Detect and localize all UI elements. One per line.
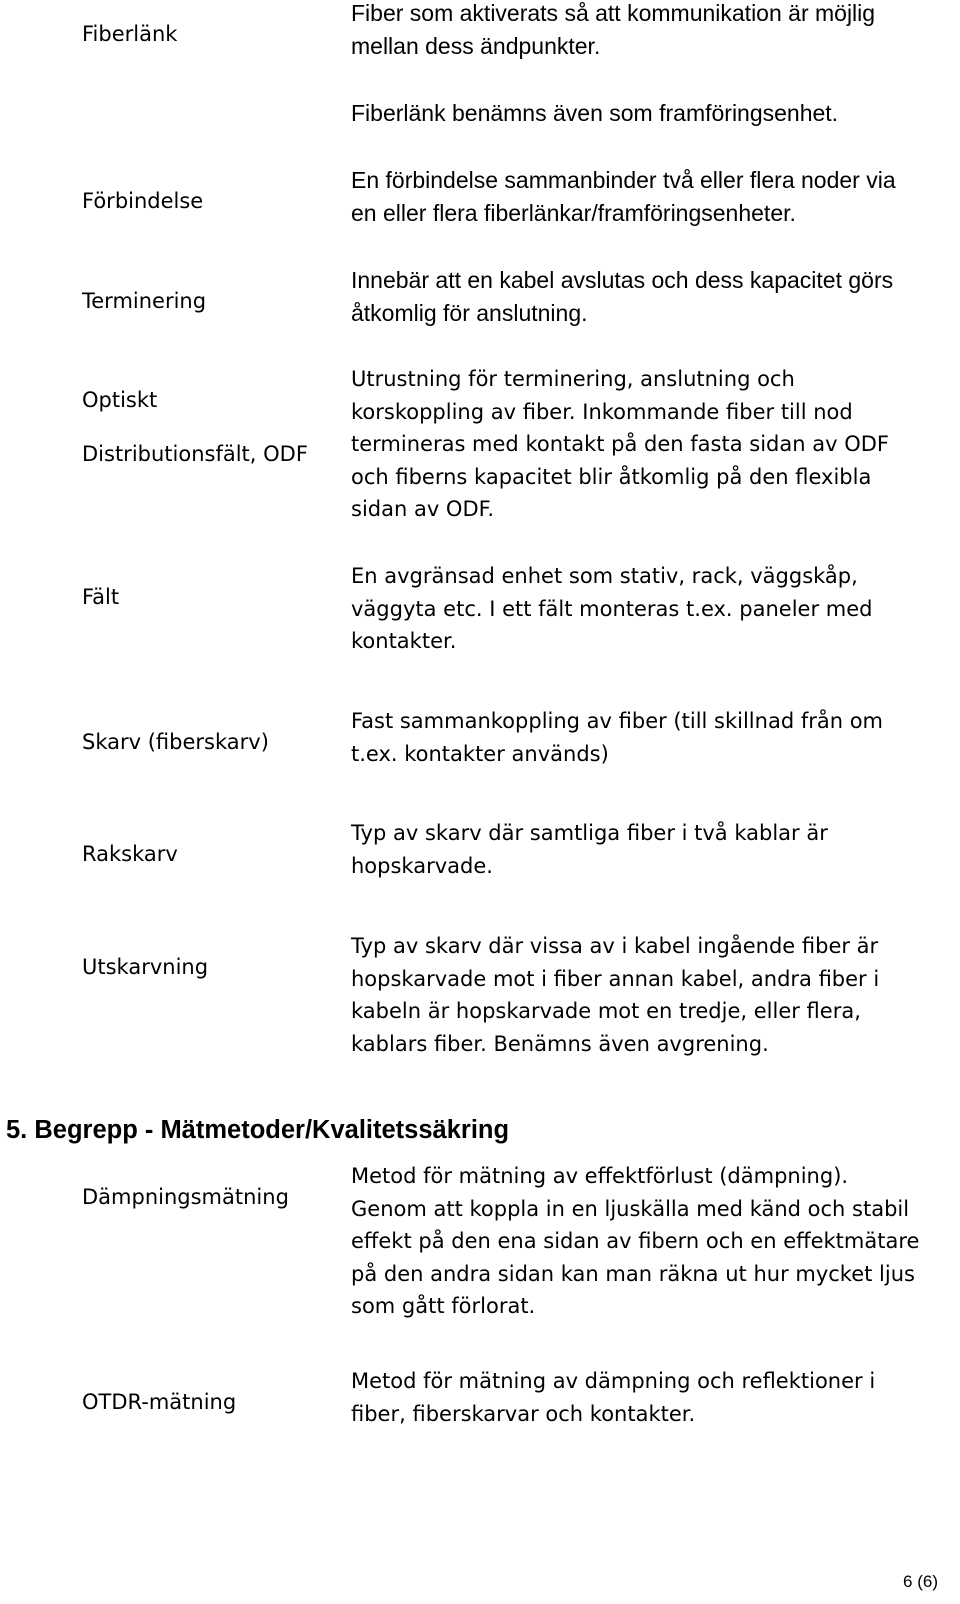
- definition-line: sidan av ODF.: [351, 497, 495, 521]
- definition-line: Typ av skarv där vissa av i kabel ingående fiber är: [351, 934, 879, 958]
- term-terminering: [82, 264, 332, 339]
- term-text: Distributionsfält, ODF: [82, 441, 308, 466]
- definition-falt: [351, 560, 941, 658]
- definition-line: Innebär att en kabel avslutas och dess kapacitet görs: [351, 267, 894, 293]
- definition-terminering: [351, 264, 941, 329]
- definition-line: hopskarvade mot i fiber annan kabel, andra fiber i: [351, 966, 880, 991]
- definition-line: Typ av skarv där samtliga fiber i två kablar är: [351, 821, 828, 845]
- definition-utskarvning: [351, 930, 941, 1060]
- definition-line: Utrustning för terminering, anslutning och: [351, 367, 795, 391]
- definition-line: kontakter.: [351, 629, 457, 653]
- term-dampningsmatning: [82, 1160, 332, 1235]
- definition-line: korskoppling av fiber. Inkommande fiber till nod: [351, 399, 853, 424]
- term-otdr-matning: [82, 1365, 332, 1440]
- term-utskarvning: [82, 930, 332, 1005]
- term-text: Fält: [82, 585, 120, 609]
- note-fiberlank: [351, 97, 941, 130]
- definition-fiberlank: [351, 0, 941, 62]
- term-skarv: [82, 705, 332, 780]
- definition-rakskarv: [351, 817, 941, 882]
- definition-line: effekt på den ena sidan av fibern och en effektmätare: [351, 1229, 920, 1253]
- definition-line: Metod för mätning av dämpning och reflektioner i: [351, 1369, 876, 1393]
- term-text: Skarv (fiberskarv): [82, 730, 269, 754]
- definition-line: en eller flera fiberlänkar/framföringsenheter.: [351, 199, 796, 226]
- definition-line: och fiberns kapacitet blir åtkomlig på den flexibla: [351, 464, 872, 489]
- definition-skarv: [351, 705, 941, 770]
- page-number: 6 (6): [903, 1572, 938, 1591]
- definition-line: kablars fiber. Benämns även avgrening.: [351, 1031, 769, 1056]
- definition-line: termineras med kontakt på den fasta sidan av ODF: [351, 432, 889, 456]
- term-text: Fiberlänk: [82, 22, 178, 46]
- term-fiberlank: [82, 0, 332, 72]
- definition-line: Metod för mätning av effektförlust (dämpning).: [351, 1164, 849, 1188]
- definition-line: mellan dess ändpunkter.: [351, 32, 601, 59]
- definition-line: fiber, fiberskarvar och kontakter.: [351, 1401, 696, 1426]
- definition-line: kabeln är hopskarvade mot en tredje, eller flera,: [351, 999, 861, 1023]
- definition-line: Genom att koppla in en ljuskälla med känd och stabil: [351, 1196, 910, 1221]
- definition-line: åtkomlig för anslutning.: [351, 299, 588, 326]
- term-text: Rakskarv: [82, 842, 178, 866]
- term-text: Utskarvning: [82, 955, 209, 979]
- term-text: OTDR-mätning: [82, 1390, 237, 1414]
- term-falt: [82, 560, 332, 635]
- term-odf: [82, 363, 332, 491]
- definition-line: Fiber som aktiverats så att kommunikation är möjlig: [351, 0, 876, 26]
- term-text: Förbindelse: [82, 189, 204, 213]
- definition-line: på den andra sidan kan man räkna ut hur mycket ljus: [351, 1261, 915, 1286]
- term-text: Terminering: [82, 289, 207, 313]
- definition-forbindelse: [351, 164, 941, 229]
- definition-line: t.ex. kontakter används): [351, 741, 609, 766]
- term-rakskarv: [82, 817, 332, 892]
- definition-odf: [351, 363, 941, 526]
- term-text: Dämpningsmätning: [82, 1185, 289, 1209]
- definition-line: Fast sammankoppling av fiber (till skillnad från om: [351, 709, 884, 733]
- definition-line: hopskarvade.: [351, 853, 493, 878]
- section-heading: 5. Begrepp - Mätmetoder/Kvalitetssäkring: [6, 1116, 510, 1144]
- definition-line: En avgränsad enhet som stativ, rack, väggskåp,: [351, 564, 858, 588]
- definition-line: En förbindelse sammanbinder två eller flera noder via: [351, 167, 896, 193]
- note-line: Fiberlänk benämns även som framföringsenhet.: [351, 100, 839, 126]
- definition-otdr-matning: [351, 1365, 941, 1430]
- definition-line: väggyta etc. I ett fält monteras t.ex. paneler med: [351, 596, 873, 621]
- term-forbindelse: [82, 164, 332, 239]
- term-text: Optiskt: [82, 388, 158, 412]
- definition-line: som gått förlorat.: [351, 1294, 536, 1318]
- definition-dampningsmatning: [351, 1160, 941, 1323]
